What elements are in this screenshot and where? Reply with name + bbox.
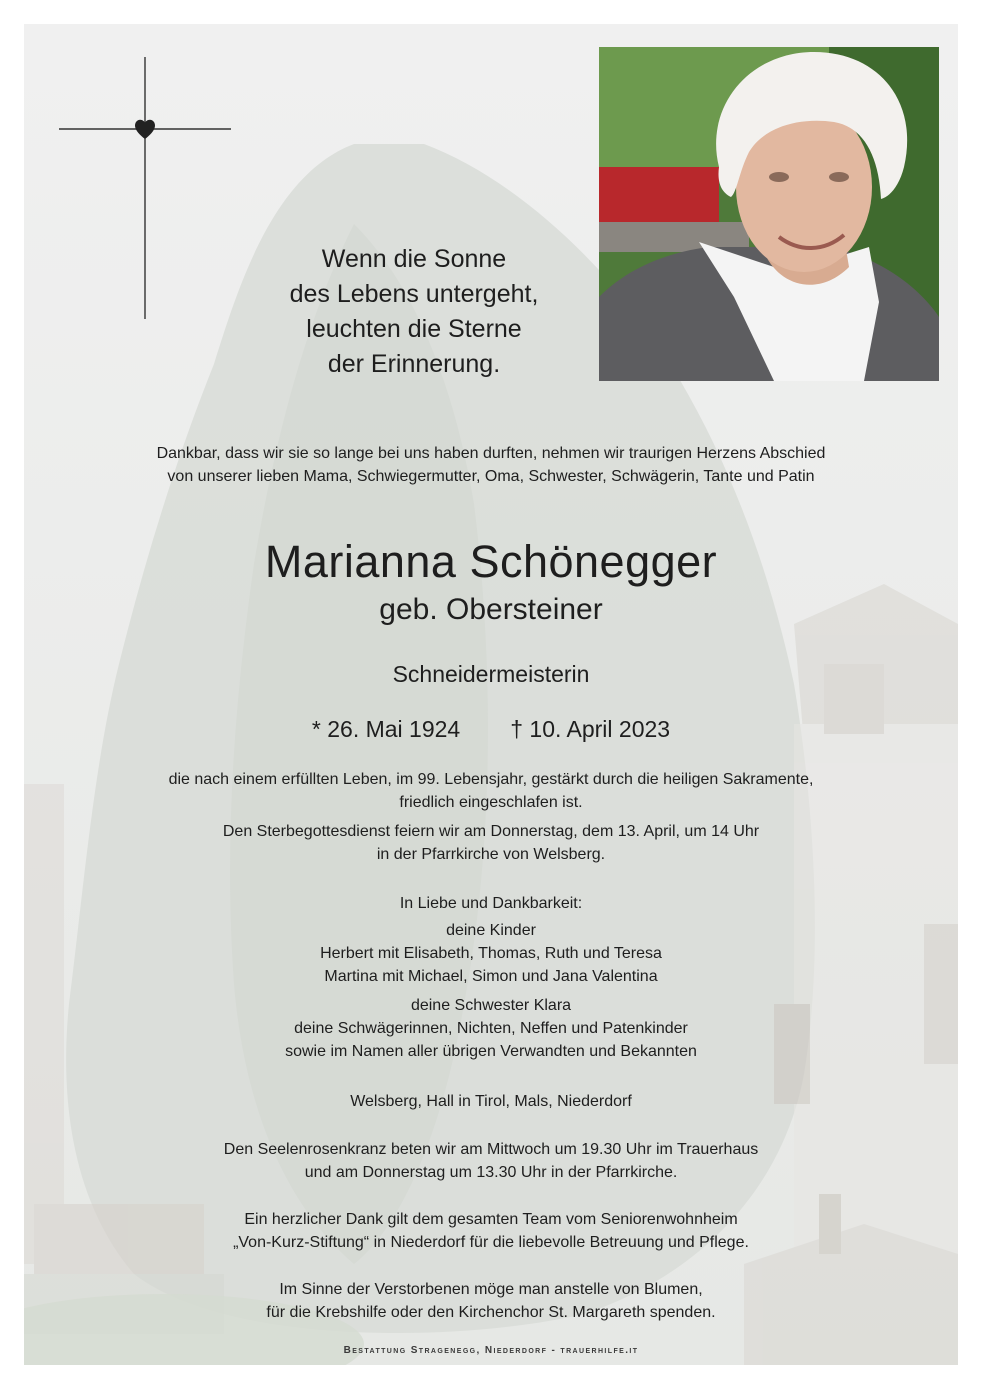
obituary-card	[24, 24, 958, 1365]
intro-line: von unserer lieben Mama, Schwiegermutter, Oma, Schwester, Schwägerin, Tante und Patin	[167, 468, 815, 485]
death-date: † 10. April 2023	[510, 716, 671, 742]
relatives-line: sowie im Namen aller übrigen Verwandten und Bekannten	[285, 1043, 697, 1060]
text-line: für die Krebshilfe oder den Kirchenchor St. Margareth spenden.	[266, 1304, 716, 1321]
donation-text	[24, 1278, 958, 1324]
cross-with-heart-icon	[59, 57, 231, 319]
passing-text	[24, 768, 958, 814]
thanks-text	[24, 1208, 958, 1254]
child-line: Herbert mit Elisabeth, Thomas, Ruth und Teresa	[320, 945, 662, 962]
text-line: Den Sterbegottesdienst feiern wir am Donnerstag, dem 13. April, um 14 Uhr	[222, 823, 760, 840]
intro-text	[24, 442, 958, 488]
quote-line: leuchten die Sterne	[306, 315, 522, 343]
text-line: Im Sinne der Verstorbenen möge man anstelle von Blumen,	[279, 1281, 703, 1298]
deceased-name: Marianna Schönegger	[264, 536, 718, 587]
mourners-others	[24, 994, 958, 1063]
quote-line: des Lebens untergeht,	[289, 280, 539, 308]
text-line: Ein herzlicher Dank gilt dem gesamten Team vom Seniorenwohnheim	[244, 1211, 738, 1228]
birth-name: geb. Obersteiner	[379, 593, 603, 626]
text-line: friedlich eingeschlafen ist.	[399, 794, 583, 811]
funeral-text	[24, 820, 958, 866]
text-line: die nach einem erfüllten Leben, im 99. Lebensjahr, gestärkt durch die heiligen Sakramente,	[168, 771, 814, 788]
memorial-quote	[254, 242, 574, 382]
rosary-text	[24, 1138, 958, 1184]
quote-line: der Erinnerung.	[327, 350, 501, 378]
relatives-line: deine Schwägerinnen, Nichten, Neffen und Patenkinder	[294, 1020, 688, 1037]
birth-date: * 26. Mai 1924	[311, 716, 461, 742]
children-heading: deine Kinder	[446, 922, 536, 939]
sister-line: deine Schwester Klara	[410, 997, 572, 1014]
mourners-heading: In Liebe und Dankbarkeit:	[399, 895, 583, 912]
text-line: in der Pfarrkirche von Welsberg.	[376, 846, 606, 863]
text-line: „Von-Kurz-Stiftung“ in Niederdorf für die liebevolle Betreuung und Pflege.	[233, 1234, 749, 1251]
text-line: Den Seelenrosenkranz beten wir am Mittwoch um 19.30 Uhr im Trauerhaus	[223, 1141, 759, 1158]
life-dates	[24, 714, 958, 744]
portrait-photo	[599, 47, 939, 381]
intro-line: Dankbar, dass wir sie so lange bei uns haben durften, nehmen wir traurigen Herzens Abschied	[156, 445, 826, 462]
places: Welsberg, Hall in Tirol, Mals, Niederdorf	[350, 1093, 632, 1110]
footer-imprint: Bestattung Stragenegg, Niederdorf - trauerhilfe.it	[343, 1345, 639, 1356]
profession: Schneidermeisterin	[392, 661, 590, 687]
text-line: und am Donnerstag um 13.30 Uhr in der Pfarrkirche.	[304, 1164, 678, 1181]
quote-line: Wenn die Sonne	[321, 245, 507, 273]
child-line: Martina mit Michael, Simon und Jana Valentina	[324, 968, 658, 985]
mourners-list	[24, 919, 958, 988]
